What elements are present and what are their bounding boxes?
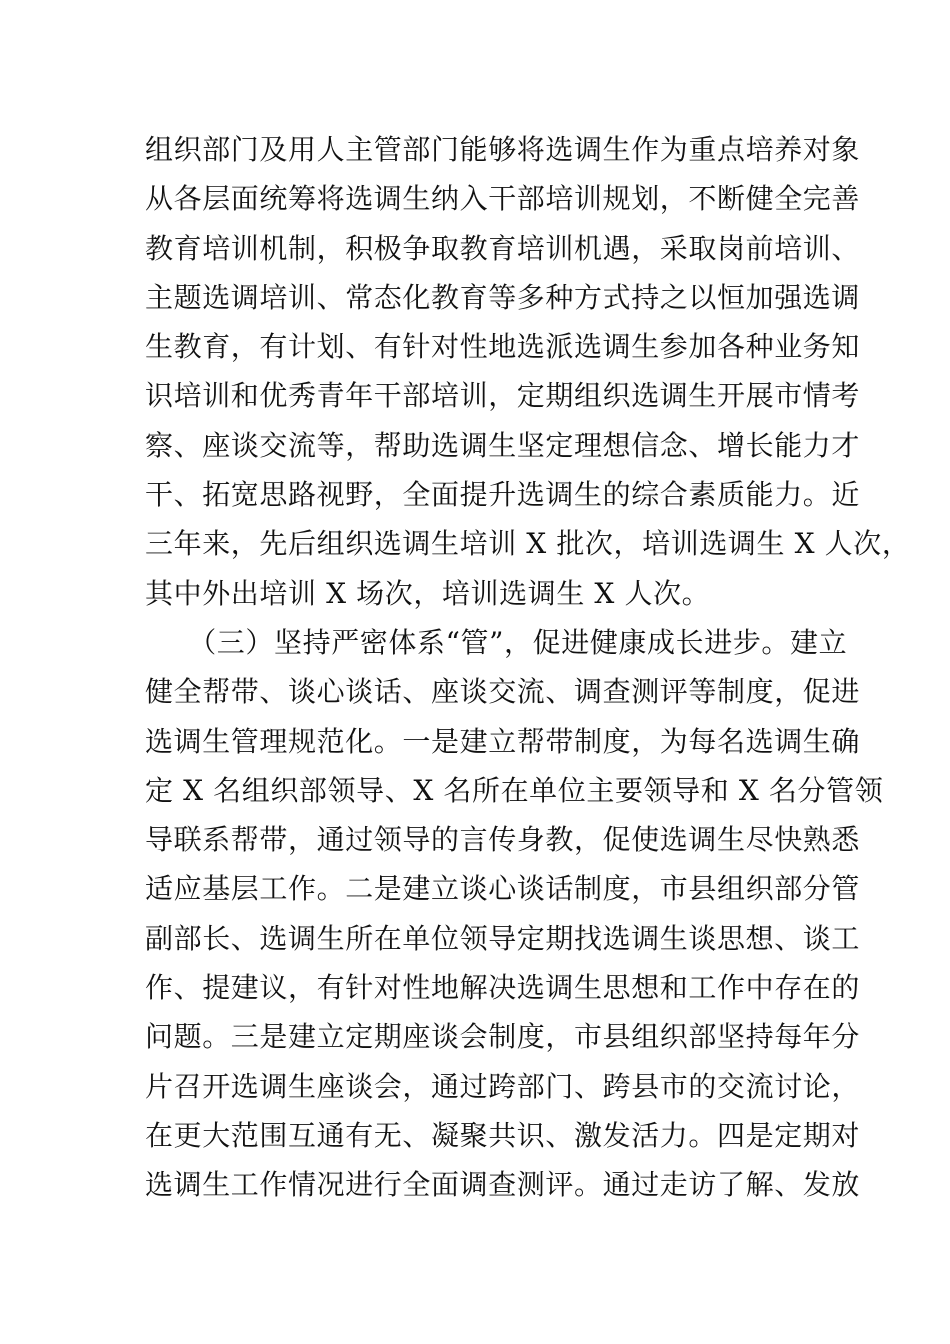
text-line: 三年来，先后组织选调生培训 X 批次，培训选调生 X 人次， bbox=[145, 527, 911, 561]
text-line: 在更大范围互通有无、凝聚共识、激发活力。四是定期对 bbox=[145, 1118, 861, 1152]
text-line: 选调生工作情况进行全面调查测评。通过走访了解、发放 bbox=[145, 1168, 861, 1202]
text-line: 干、拓宽思路视野，全面提升选调生的综合素质能力。近 bbox=[145, 478, 861, 512]
text-line: 教育培训机制，积极争取教育培训机遇，采取岗前培训、 bbox=[145, 231, 861, 265]
text-line: 作、提建议，有针对性地解决选调生思想和工作中存在的 bbox=[145, 971, 861, 1005]
text-line: 副部长、选调生所在单位领导定期找选调生谈思想、谈工 bbox=[145, 921, 861, 955]
text-line: 导联系帮带，通过领导的言传身教，促使选调生尽快熟悉 bbox=[145, 823, 861, 857]
text-line: 健全帮带、谈心谈话、座谈交流、调查测评等制度，促进 bbox=[145, 675, 861, 709]
text-line: 组织部门及用人主管部门能够将选调生作为重点培养对象 bbox=[145, 133, 861, 166]
text-line: 主题选调培训、常态化教育等多种方式持之以恒加强选调 bbox=[145, 280, 861, 314]
text-line: 生教育，有计划、有针对性地选派选调生参加各种业务知 bbox=[145, 330, 861, 364]
text-line: 识培训和优秀青年干部培训，定期组织选调生开展市情考 bbox=[145, 379, 861, 413]
text-line: 片召开选调生座谈会，通过跨部门、跨县市的交流讨论， bbox=[145, 1069, 861, 1103]
text-line: 察、座谈交流等，帮助选调生坚定理想信念、增长能力才 bbox=[145, 428, 861, 462]
text-line: （三）坚持严密体系“管”，促进健康成长进步。建立 bbox=[145, 625, 848, 659]
text-line: 从各层面统筹将选调生纳入干部培训规划，不断健全完善 bbox=[145, 182, 861, 216]
text-line: 问题。三是建立定期座谈会制度，市县组织部坚持每年分 bbox=[145, 1020, 861, 1054]
body-text bbox=[145, 125, 911, 1210]
text-line: 选调生管理规范化。一是建立帮带制度，为每名选调生确 bbox=[145, 724, 861, 758]
text-line: 适应基层工作。二是建立谈心谈话制度，市县组织部分管 bbox=[145, 872, 861, 906]
text-line: 其中外出培训 X 场次，培训选调生 X 人次。 bbox=[145, 576, 711, 610]
text-line: 定 X 名组织部领导、X 名所在单位主要领导和 X 名分管领 bbox=[145, 773, 884, 807]
